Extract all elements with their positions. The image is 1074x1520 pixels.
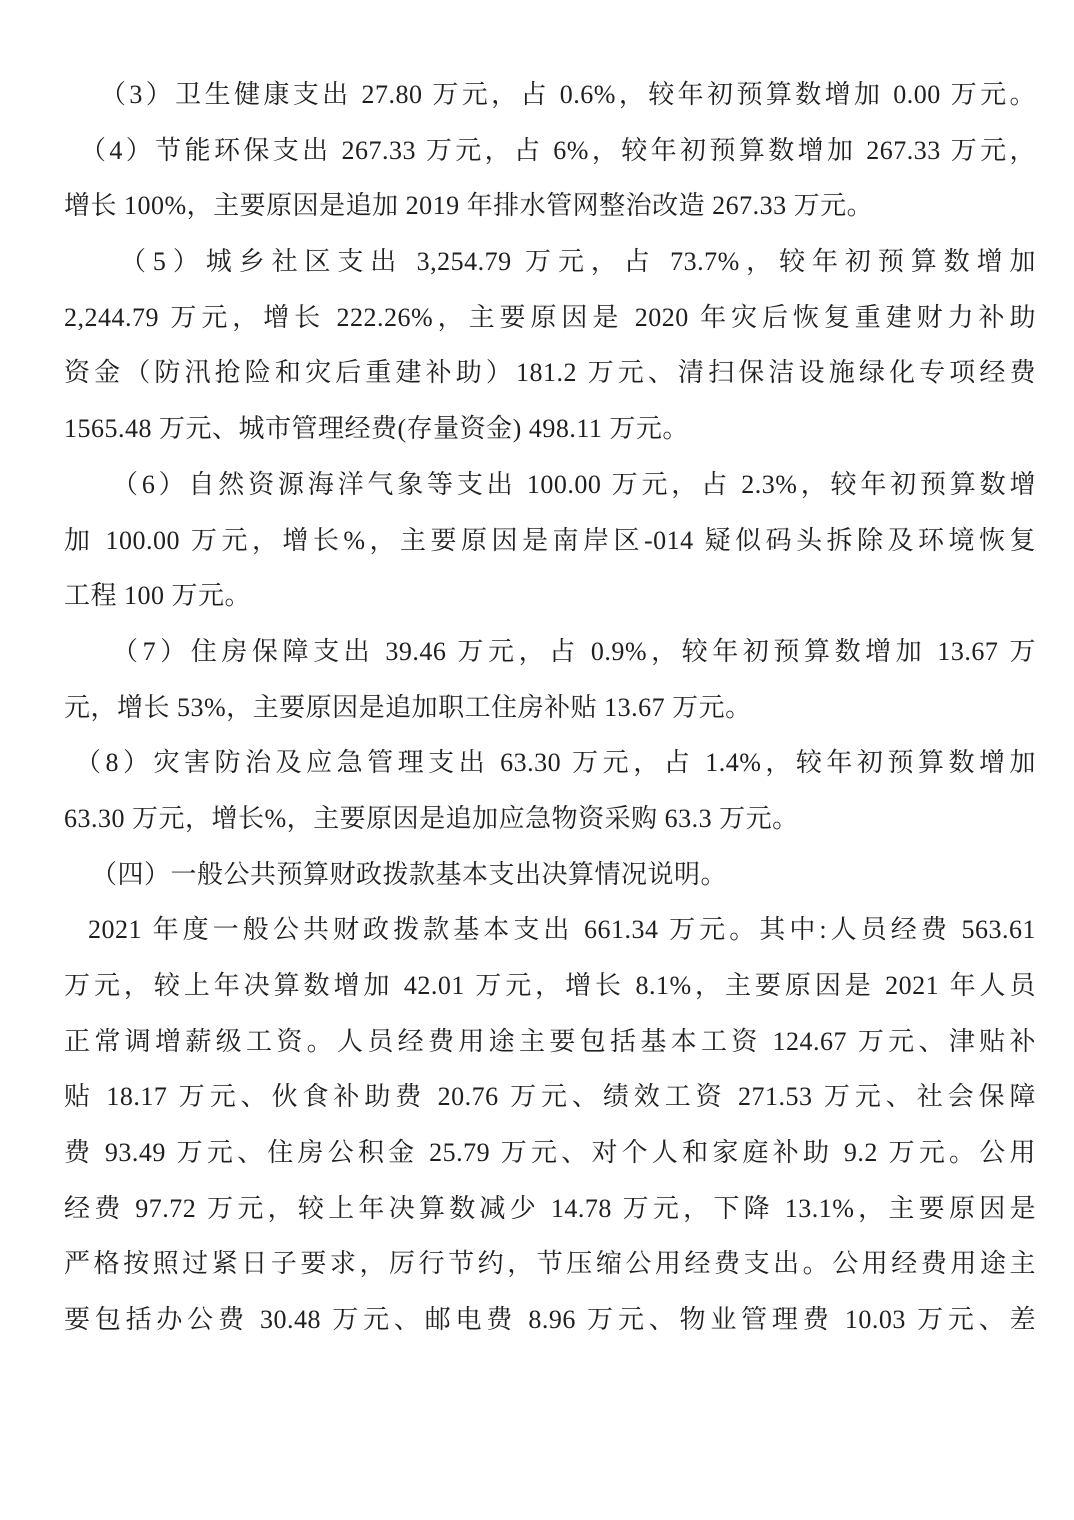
text-line: 费 93.49 万元、住房公积金 25.79 万元、对个人和家庭补助 9.2 万元。公用 bbox=[64, 1138, 1036, 1168]
text-line: 贴 18.17 万元、伙食补助费 20.76 万元、绩效工资 271.53 万元、社会保障 bbox=[64, 1082, 1036, 1112]
text-line: 工程 100 万元。 bbox=[64, 581, 252, 611]
document-content bbox=[64, 67, 1036, 1348]
text-line: 严格按照过紧日子要求，厉行节约，节压缩公用经费支出。公用经费用途主 bbox=[64, 1249, 1036, 1279]
text-line: 加 100.00 万元，增长%，主要原因是南岸区-014 疑似码头拆除及环境恢复 bbox=[64, 525, 1036, 555]
text-line: （3）卫生健康支出 27.80 万元，占 0.6%，较年初预算数增加 0.00 万元。 bbox=[100, 80, 1036, 109]
text-line: 经费 97.72 万元，较上年决算数减少 14.78 万元，下降 13.1%，主要原因是 bbox=[64, 1193, 1036, 1223]
text-line: （四）一般公共预算财政拨款基本支出决算情况说明。 bbox=[91, 859, 728, 889]
text-line: 要包括办公费 30.48 万元、邮电费 8.96 万元、物业管理费 10.03 万元、差 bbox=[64, 1305, 1036, 1335]
text-line: 元，增长 53%，主要原因是追加职工住房补贴 13.67 万元。 bbox=[64, 692, 752, 722]
text-line: （6）自然资源海洋气象等支出 100.00 万元，占 2.3%，较年初预算数增 bbox=[112, 469, 1036, 499]
text-line: （7）住房保障支出 39.46 万元，占 0.9%，较年初预算数增加 13.67 万 bbox=[112, 636, 1036, 666]
text-line: 63.30 万元，增长%，主要原因是追加应急物资采购 63.3 万元。 bbox=[64, 803, 799, 833]
text-line: 增长 100%，主要原因是追加 2019 年排水管网整治改造 267.33 万元。 bbox=[64, 191, 874, 221]
text-line: 万元，较上年决算数增加 42.01 万元，增长 8.1%，主要原因是 2021 年人员 bbox=[64, 971, 1036, 1000]
text-line: 2,244.79 万元，增长 222.26%，主要原因是 2020 年灾后恢复重建财力补助 bbox=[64, 302, 1036, 332]
text-line: （5）城乡社区支出 3,254.79 万元，占 73.7%，较年初预算数增加 bbox=[120, 247, 1036, 277]
text-line: 资金（防汛抢险和灾后重建补助）181.2 万元、清扫保洁设施绿化专项经费 bbox=[64, 358, 1036, 388]
text-line: （8）灾害防治及应急管理支出 63.30 万元，占 1.4%，较年初预算数增加 bbox=[75, 748, 1036, 778]
text-line: 1565.48 万元、城市管理经费(存量资金) 498.11 万元。 bbox=[64, 414, 689, 444]
text-line: （4）节能环保支出 267.33 万元，占 6%，较年初预算数增加 267.33 万元， bbox=[80, 135, 1036, 165]
text-line: 正常调增薪级工资。人员经费用途主要包括基本工资 124.67 万元、津贴补 bbox=[64, 1026, 1036, 1056]
text-line: 2021 年度一般公共财政拨款基本支出 661.34 万元。其中:人员经费 563.61 bbox=[88, 915, 1036, 945]
